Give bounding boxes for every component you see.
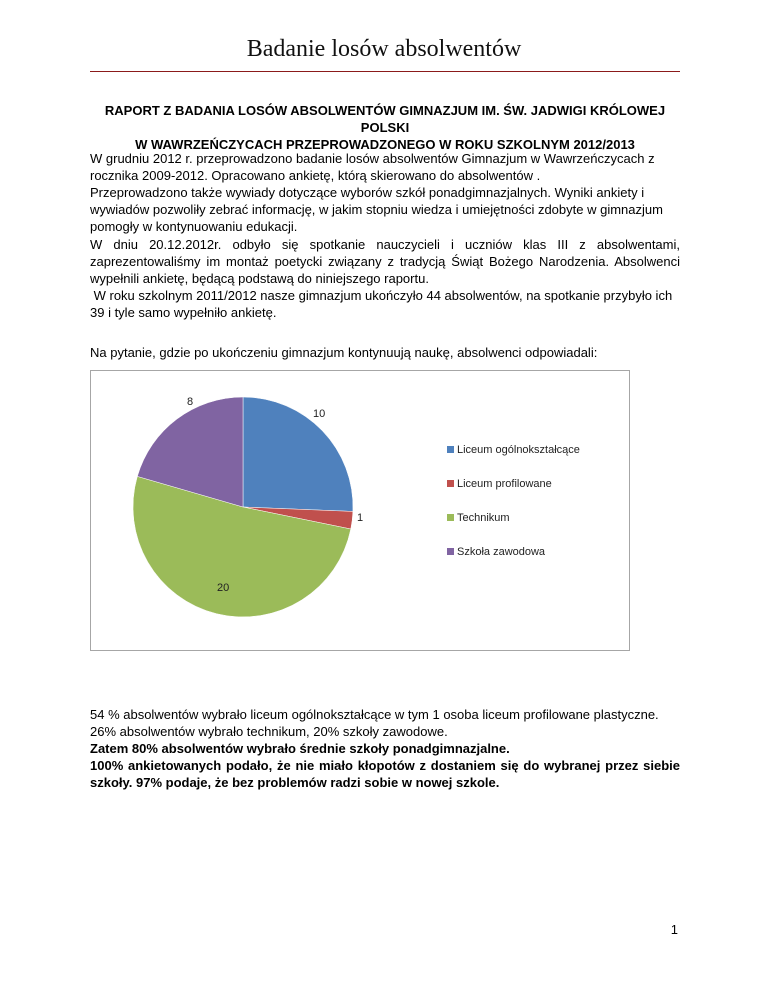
header-divider [90, 71, 680, 72]
meeting-line: W dniu 20.12.2012r. odbyło się spotkanie nauczycieli i uczniów klas III z absolwentami, [90, 237, 680, 252]
report-title-line-1: RAPORT Z BADANIA LOSÓW ABSOLWENTÓW GIMNAZJUM IM. ŚW. JADWIGI KRÓLOWEJ POLSKI [104, 103, 666, 135]
legend-entry-3: Technikum [457, 512, 510, 524]
page-header-title: Badanie losów absolwentów [246, 36, 522, 62]
question-text: Na pytanie, gdzie po ukończeniu gimnazjum kontynuują naukę, absolwenci odpowiadali: [90, 345, 598, 360]
legend-swatch-1 [447, 446, 454, 453]
results-line: 54 % absolwentów wybrało liceum ogólnokształcące w tym 1 osoba liceum profilowane plastyczne. [90, 707, 659, 722]
report-title-line-2: W WAWRZEŃCZYCACH PRZEPROWADZONEGO W ROKU SZKOLNYM 2012/2013 [135, 137, 635, 152]
results-line-bold: 100% ankietowanych podało, że nie miało kłopotów z dostaniem się do wybranej przez siebie [90, 758, 680, 773]
intro-line: Przeprowadzono także wywiady dotyczące wyborów szkół ponadgimnazjalnych. Wyniki ankiety i [90, 185, 645, 200]
meeting-line: wypełnili ankietę, będącą podstawą do niniejszego raportu. [90, 271, 429, 286]
legend-swatch-4 [447, 548, 454, 555]
intro-paragraph [90, 150, 680, 235]
page-number: 1 [670, 922, 678, 937]
intro-line: rocznika 2009-2012. Opracowano ankietę, którą skierowano do absolwentów . [90, 168, 541, 183]
results-line: 26% absolwentów wybrało technikum, 20% szkoły zawodowe. [90, 724, 448, 739]
report-title [90, 102, 680, 153]
legend-entry-1: Liceum ogólnokształcące [457, 444, 580, 456]
pie-slice-1 [243, 397, 353, 511]
legend-swatch-2 [447, 480, 454, 487]
pie-chart-frame [90, 370, 630, 651]
legend-swatch-3 [447, 514, 454, 521]
pie-data-label-2: 1 [357, 512, 364, 524]
results-paragraph [90, 706, 680, 791]
pie-chart [91, 371, 631, 652]
legend-entry-4: Szkoła zawodowa [457, 546, 546, 558]
meeting-line: W roku szkolnym 2011/2012 nasze gimnazjum ukończyło 44 absolwentów, na spotkanie przybyło ich [90, 288, 673, 303]
meeting-line: zaprezentowaliśmy im montaż poetycki związany z tradycją Świąt Bożego Narodzenia. Absolwenci [90, 254, 680, 269]
intro-line: pomogły w kontynuowaniu edukacji. [90, 219, 298, 234]
intro-line: W grudniu 2012 r. przeprowadzono badanie losów absolwentów Gimnazjum w Wawrzeńczycach z [90, 151, 655, 166]
meeting-line: 39 i tyle samo wypełniło ankietę. [90, 305, 277, 320]
pie-data-label-1: 10 [313, 408, 326, 420]
results-line-bold: Zatem 80% absolwentów wybrało średnie szkoły ponadgimnazjalne. [90, 741, 510, 756]
meeting-paragraph [90, 236, 680, 321]
pie-data-label-3: 20 [217, 582, 230, 594]
legend-entry-2: Liceum profilowane [457, 478, 552, 490]
intro-line: wywiadów pozwoliły zebrać informację, w jakim stopniu wiedza i umiejętności zdobyte w gimnazjum [90, 202, 663, 217]
results-line-bold: szkoły. 97% podaje, że bez problemów radzi sobie w nowej szkole. [90, 775, 500, 790]
pie-data-label-4: 8 [187, 396, 194, 408]
